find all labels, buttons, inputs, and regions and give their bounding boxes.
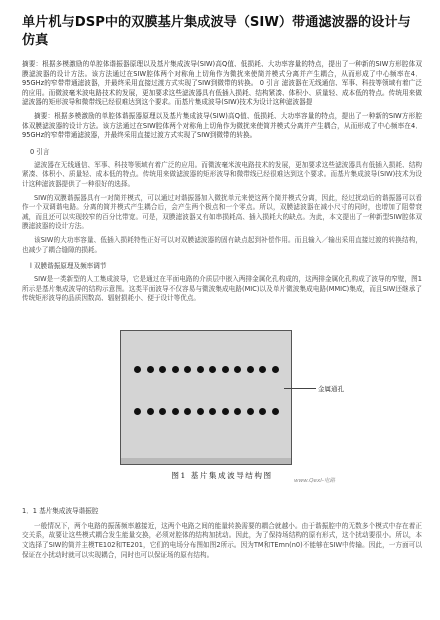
metal-via-hole <box>184 408 191 415</box>
body-paragraph: 一般情况下，两个电路的振荡频率越接近，这两个电路之间的能量转换需要的耦合就越小。由于谐振腔中的无数多个模式中存在着正交关系，故要让这些模式耦合发生能量交换，必须对腔体的结构加扰动。因此，为了保持场结构的原有形式，这个扰动要很小。所以，本文选择了SIW的简并主模TE102和TE201，它们的电场分布图如图2所示。因为TM和TEmn(n0)不能够在SIW中传输。因此，一方面可以保证在小扰动时就可以实现耦合，同时也可以保证场的原有结构。 <box>22 521 422 559</box>
section-heading-principle: l 双膜谐振原理及频率调节 <box>30 262 107 271</box>
metal-via-hole <box>272 366 279 373</box>
metal-via-hole <box>134 408 141 415</box>
body-paragraph: SIW是一类新型的人工集成波导，它是通过在平面电路的介质层中嵌入两排金属化孔构成的，这两排金属化孔构成了波导的窄壁，图1所示是基片集成波导的结构示意图。这类平面波导不仅容易与微波集成电路(MIC)以及单片微波集成电路(MMIC)集成，而且SIW还继承了传统矩形波导的品质因数高、辐射损耗小、便于设计等优点。 <box>22 275 422 303</box>
metal-via-hole <box>134 366 141 373</box>
body-paragraph: SIW的双膜谐振器具有一对简并模式，可以通过对谐振器加入微扰单元来使这两个简并模式分离，因此，经过扰动后的谐振器可以看作一个双调谐电路。分离的简并模式产生耦合后，会产生两个极点和一个零点。所以，双膜滤波器在减小尺寸的同时，也增加了阻带衰减，而且还可以实现较窄的百分比带宽。可是，双膜滤波器又有如串损耗高、插入损耗大的缺点。为此，本文提出了一种新型SIW腔体双膜滤波器的设计方法。 <box>22 193 422 231</box>
section-heading-introduction: 0 引言 <box>30 147 50 156</box>
metal-via-hole <box>197 366 204 373</box>
metal-via-hole <box>259 408 266 415</box>
metal-via-hole <box>259 366 266 373</box>
metal-via-hole <box>222 366 229 373</box>
abstract-repeat-paragraph: 摘要：根据多模激励的单腔体谐振器原理以及基片集成波导(SIW)高Q值、低损耗、大功率容量的特点，提出了一种新的SIW方形腔体双膜滤波器的设计方法。该方法通过在SIW腔体两个对称角上切角作为微扰来使简并模式分离并产生耦合，从而形成了中心频率在4．95GHz的窄带带通滤波器，并最终采用直接过渡方式实现了SIW到微带的转换。 <box>22 111 422 140</box>
dielectric-substrate <box>120 330 292 460</box>
metal-via-hole <box>159 408 166 415</box>
body-paragraph: 该SIW的大功率容量、低插入损耗特性正好可以对双膜滤波器的固有缺点起到补偿作用。而且输入／输出采用直接过渡的转换结构，也减少了耦合缝隙的损耗。 <box>22 235 422 254</box>
metal-via-hole <box>184 366 191 373</box>
via-row-top <box>134 366 284 374</box>
metal-via-hole <box>147 366 154 373</box>
metal-via-hole <box>272 408 279 415</box>
metal-via-hole <box>159 366 166 373</box>
metal-via-label: 金属通孔 <box>318 384 344 393</box>
figure-caption: 图1 基片集成波导结构图 <box>171 470 273 480</box>
label-leader-line <box>284 388 316 389</box>
via-row-bottom <box>134 408 284 416</box>
watermark: www.Qexl-电路 <box>294 477 336 484</box>
metal-via-hole <box>234 408 241 415</box>
metal-via-hole <box>222 408 229 415</box>
body-paragraph: 滤波器在无线通信、军事、科技等领域有着广泛的应用。而微波毫米波电路技术的发展，更加要求这些滤波器具有低插入损耗、结构紧凑、体积小、质量轻、成本低的特点。传统用来做滤波器的矩形波导和微带线已经很难达到这个要求。而基片集成波导(SIW)技术为设计这种滤波器提供了一种很好的选择。 <box>22 160 422 188</box>
subsection-heading: 1．1 基片集成波导谐振腔 <box>22 506 99 515</box>
metal-via-hole <box>172 408 179 415</box>
page-title: 单片机与DSP中的双膜基片集成波导（SIW）带通滤波器的设计与仿真 <box>22 15 411 48</box>
metal-via-hole <box>197 408 204 415</box>
metal-via-hole <box>234 366 241 373</box>
metal-via-hole <box>209 366 216 373</box>
substrate-edge <box>120 458 292 465</box>
siw-structure-figure <box>22 308 422 498</box>
metal-via-hole <box>147 408 154 415</box>
abstract-paragraph: 摘要：根据多模激励的单腔体谐振器原理以及基片集成波导(SIW)高Q值、低损耗、大功率容量的特点，提出了一种新的SIW方形腔体双膜滤波器的设计方法。该方法通过在SIW腔体两个对称角上切角作为微扰来使简并模式分离并产生耦合，从而形成了中心频率在4．95GHz的窄带带通滤波器，并最终采用直接过渡方式实现了SIW到微带的转换。 0 引言 滤波器在无线通信、军事、科技等领域有着广泛的应用。而微波毫米波电路技术的发展，更加要求这些滤波器具有低插入损耗、结构紧凑、体积小、质量轻、成本低的特点。传统用来做滤波器的矩形波导和微带线已经很难达到这个要求。而基片集成波导(SIW)技术为设计这种滤波器提 <box>22 60 422 107</box>
metal-via-hole <box>172 366 179 373</box>
metal-via-hole <box>209 408 216 415</box>
document-page <box>22 14 422 560</box>
metal-via-hole <box>247 366 254 373</box>
metal-via-hole <box>247 408 254 415</box>
